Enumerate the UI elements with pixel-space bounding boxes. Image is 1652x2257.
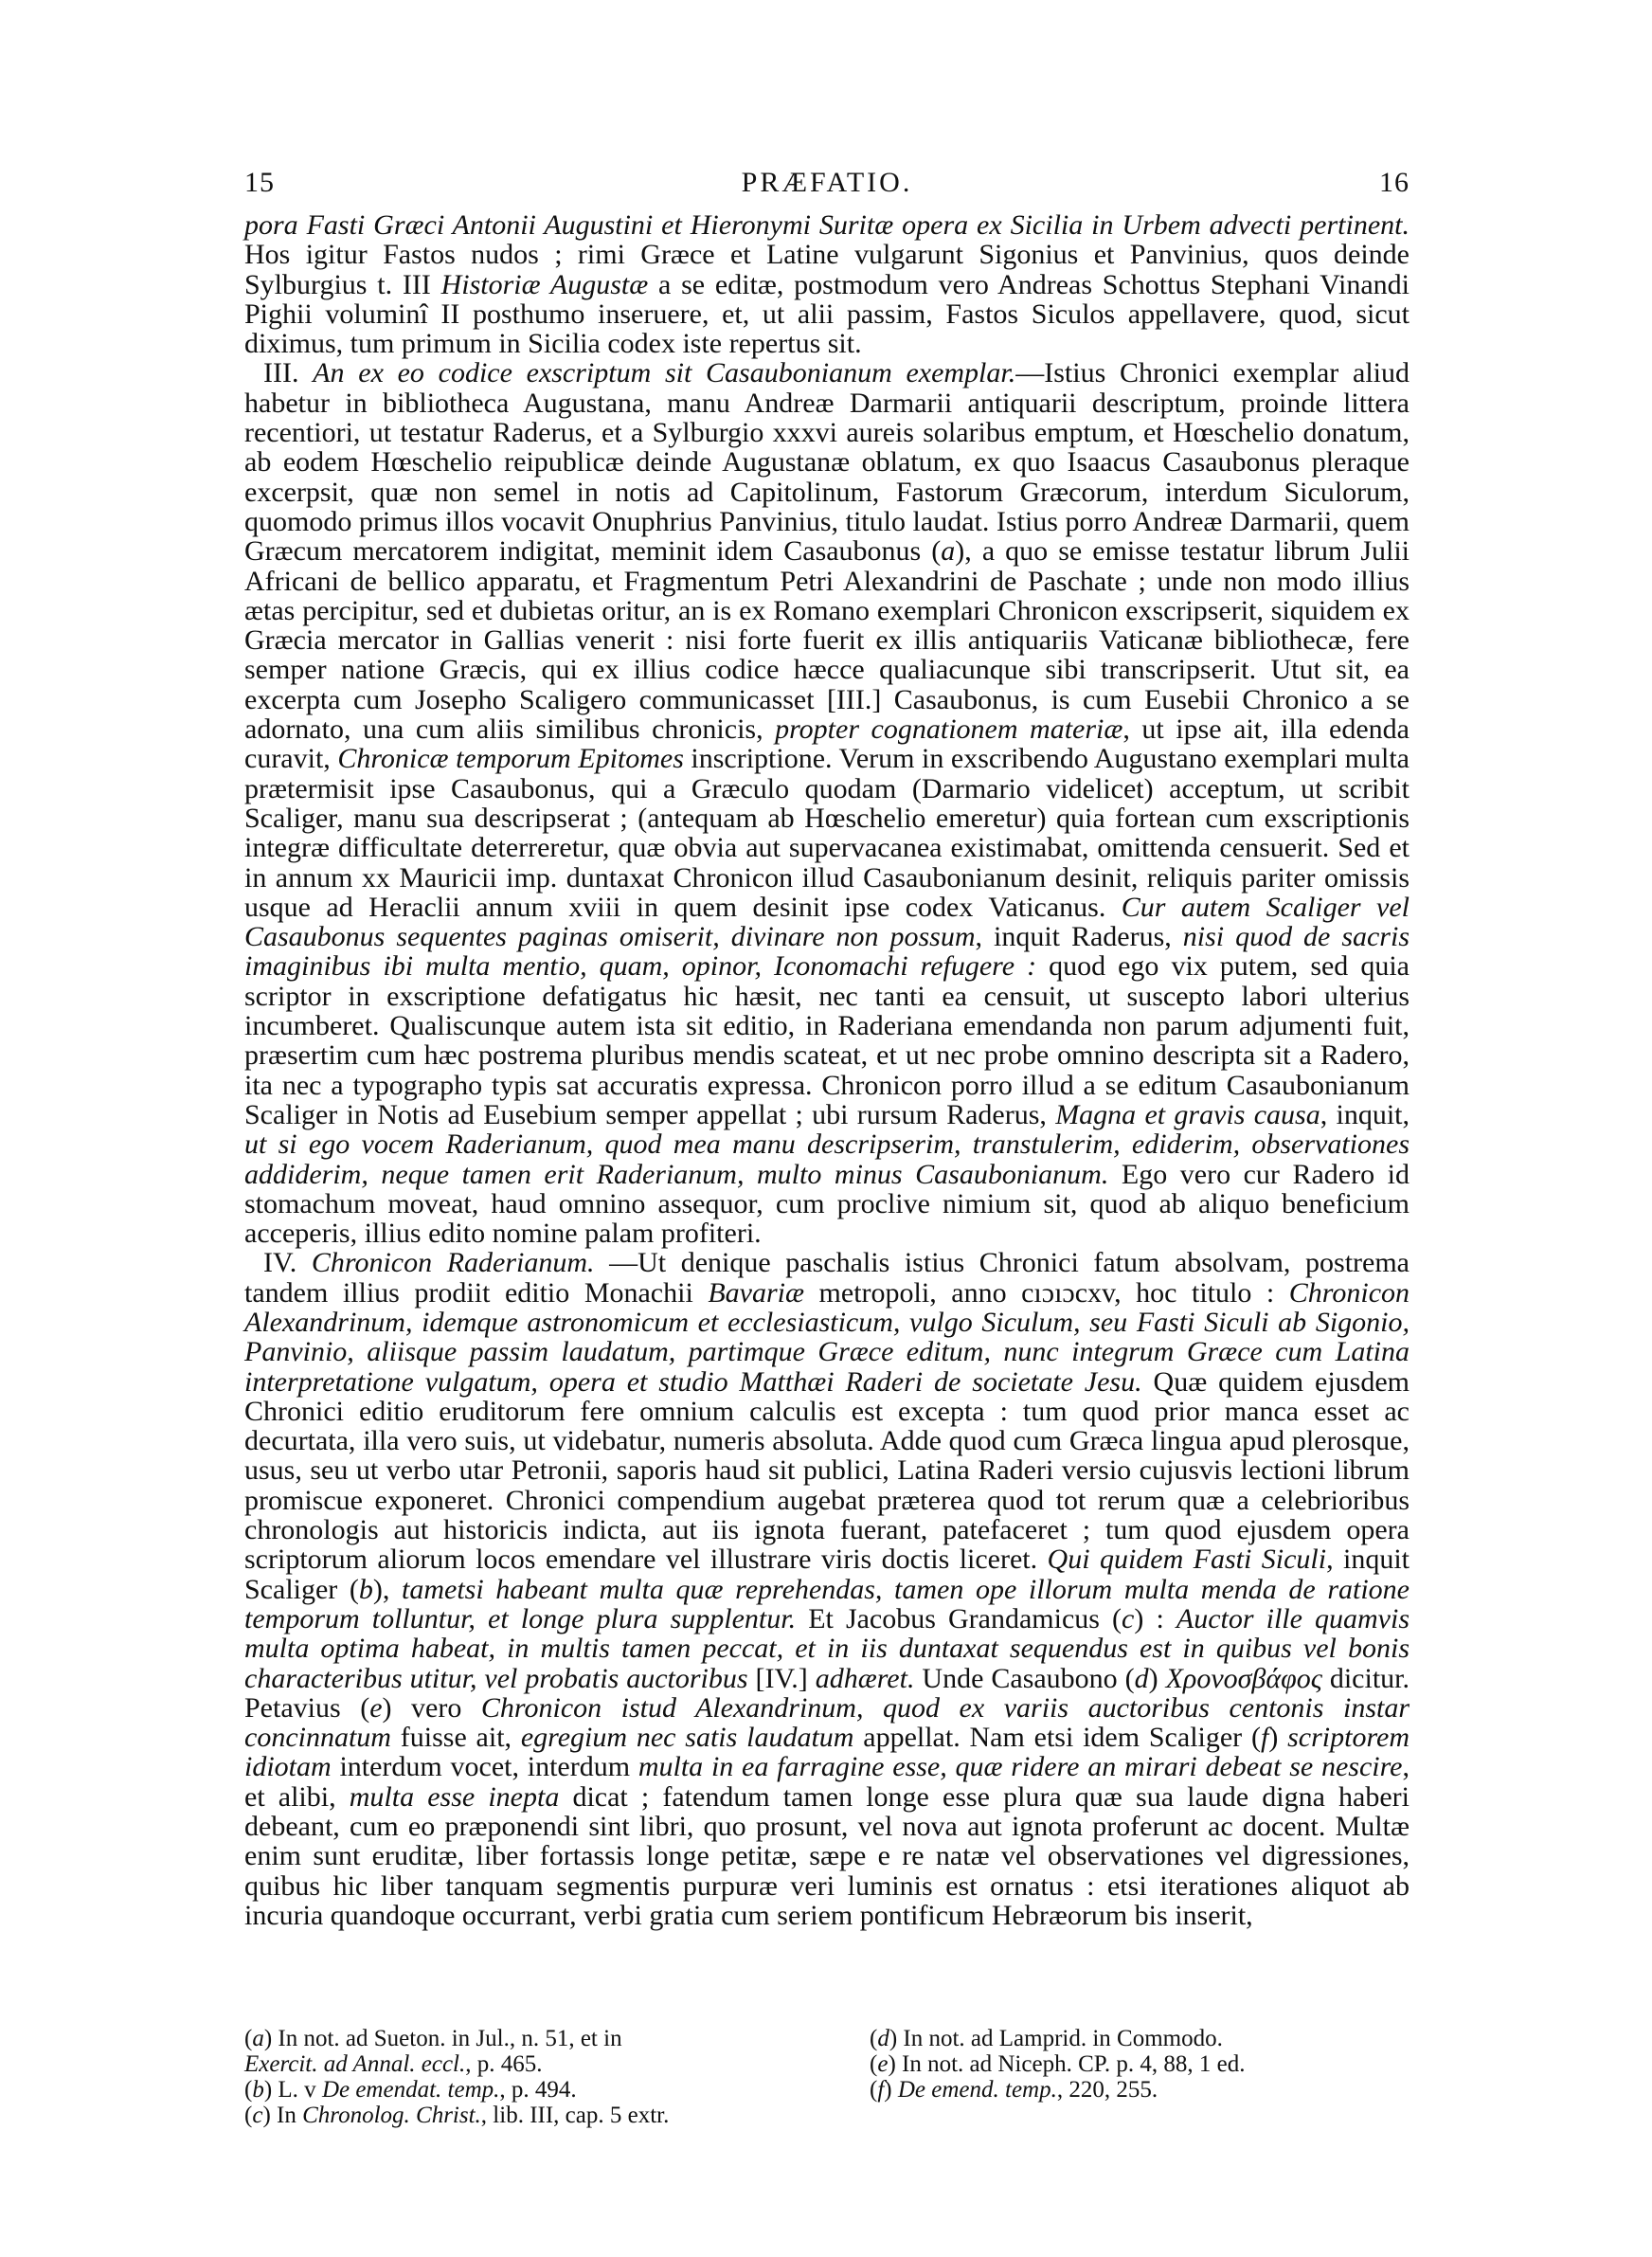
footnotes-left-column xyxy=(244,2026,813,2128)
paragraph: pora Fasti Græci Antonii Augustini et Hieronymi Suritæ opera ex Sicilia in Urbem advecti pertinent. Hos igitur Fastos nudos ; rimi Græce et Latine vulgarunt Sigonius et Panvinius, quos deinde Sylburgius t. III Historiæ Augustæ a se editæ, postmodum vero Andreas Schottus Stephani Vinandi Pighii voluminî II posthumo inseruere, et, ut alii passim, Fastos Siculos appellavere, quod, sicut diximus, tum primum in Sicilia codex iste repertus sit. xyxy=(244,209,1410,360)
paragraph: IV. Chronicon Raderianum. —Ut denique paschalis istius Chronici fatum absolvam, postrema tandem illius prodiit editio Monachii Bavariæ metropoli, anno cıɔıɔcxv, hoc titulo : Chronicon Alexandrinum, idemque astronomicum et ecclesiasticum, vulgo Siculum, seu Fasti Siculi ab Sigonio, Panvinio, aliisque passim laudatum, partimque Græce editum, nunc integrum Græce cum Latina interpretatione vulgatum, opera et studio Matthæi Raderi de societate Jesu. Quæ quidem ejusdem Chronici editio eruditorum fere omnium calculis est excepta : tum quod prior manca esset ac decurtata, illa vero suis, ut videbatur, numeris absoluta. Adde quod cum Græca lingua apud plerosque, usus, seu ut verbo utar Petronii, saporis haud sit publici, Latina Raderi versio cujusvis lectioni librum promiscue exponeret. Chronici compendium augebat præterea quod tot rerum quæ a celebrioribus chronologis aut historicis indicta, aut iis ignota fuerant, patefaceret ; tum quod ejusdem opera scriptorum aliorum locos emendare vel illustrare viris doctis liceret. Qui quidem Fasti Siculi, inquit Scaliger (b), tametsi habeant multa quæ reprehendas, tamen ope illorum multa menda de ratione temporum tolluntur, et longe plura supplentur. Et Jacobus Grandamicus (c) : Auctor ille quamvis multa optima habeat, in multis tamen peccat, et in iis duntaxat sequendus est in quibus vel bonis characteribus utitur, vel probatis auctoribus [IV.] adhæret. Unde Casaubono (d) Χρονοσβάφος dicitur. Petavius (e) vero Chronicon istud Alexandrinum, quod ex variis auctoribus centonis instar concinnatum fuisse ait, egregium nec satis laudatum appellat. Nam etsi idem Scaliger (f) scriptorem idiotam interdum vocet, interdum multa in ea farragine esse, quæ ridere an mirari debeat se nescire, et alibi, multa esse inepta dicat ; fatendum tamen longe esse plura quæ sua laude digna haberi debeant, cum eo præponendi sint libri, quo prosunt, vel nova aut ignota proferunt ac docent. Multæ enim sunt eruditæ, liber fortassis longe petitæ, sæpe e re natæ vel observationes vel digressiones, quibus hic liber tanquam segmentis purpuræ veri luminis est ornatus : etsi iterationes aliquot ab incuria quandoque occurrant, verbi gratia cum seriem pontificum Hebræorum bis inserit, xyxy=(244,1247,1410,1931)
right-page-number: 16 xyxy=(1379,167,1410,198)
running-header xyxy=(244,167,1410,208)
footnote: Exercit. ad Annal. eccl., p. 465. xyxy=(244,2051,543,2077)
footnote: (d) In not. ad Lamprid. in Commodo. xyxy=(870,2026,1223,2051)
paragraph: III. An ex eo codice exscriptum sit Casaubonianum exemplar.—Istius Chronici exemplar aliud habetur in bibliotheca Augustana, manu Andreæ Darmarii antiquarii descriptum, proinde littera recentiori, ut testatur Raderus, et a Sylburgio xxxvi aureis solaribus emptum, et Hœschelio donatum, ab eodem Hœschelio reipublicæ deinde Augustanæ oblatum, ex quo Isaacus Casaubonus pleraque excerpsit, quæ non semel in notis ad Capitolinum, Fastorum Græcorum, interdum Siculorum, quomodo primus illos vocavit Onuphrius Panvinius, titulo laudat. Istius porro Andreæ Darmarii, quem Græcum mercatorem indigitat, meminit idem Casaubonus (a), a quo se emisse testatur librum Julii Africani de bellico apparatu, et Fragmentum Petri Alexandrini de Paschate ; unde non modo illius ætas percipitur, sed et dubietas oritur, an is ex Romano exemplari Chronicon exscripserit, siquidem ex Græcia mercator in Gallias venerit : nisi forte fuerit ex illis antiquariis Vaticanæ bibliothecæ, fere semper natione Græcis, qui ex illius codice hæcce qualiacunque sibi transcripserit. Utut sit, ea excerpta cum Josepho Scaligero communicasset [III.] Casaubonus, is cum Eusebii Chronico a se adornato, una cum aliis similibus chronicis, propter cognationem materiæ, ut ipse ait, illa edenda curavit, Chronicæ temporum Epitomes inscriptione. Verum in exscribendo Augustano exemplari multa prætermisit ipse Casaubonus, qui a Græculo quodam (Darmario videlicet) acceptum, ut scribit Scaliger, manu sua descripserat ; (antequam ab Hœschelio emeretur) quia fortean cum exscriptionis integræ difficultate deterreretur, quæ obvia aut supervacanea existimabat, omittenda censuerit. Sed et in annum xx Mauricii imp. duntaxat Chronicon illud Casaubonianum desinit, reliquis pariter omissis usque ad Heraclii annum xviii in quem desinit ipse codex Vaticanus. Cur autem Scaliger vel Casaubonus sequentes paginas omiserit, divinare non possum, inquit Raderus, nisi quod de sacris imaginibus ibi multa mentio, quam, opinor, Iconomachi refugere : quod ego vix putem, sed quia scriptor in exscriptione defatigatus hic hæsit, nec tanti ea censuit, ut suscepto labori ulterius incumberet. Qualiscunque autem ista sit editio, in Raderiana emendanda non parum adjumenti fuit, præsertim cum hæc postrema pluribus mendis scateat, et ut nec probe omnino descripta sit a Radero, ita nec a typographo typis sat accuratis expressa. Chronicon porro illud a se editum Casaubonianum Scaliger in Notis ad Eusebium semper appellat ; ubi rursum Raderus, Magna et gravis causa, inquit, ut si ego vocem Raderianum, quod mea manu descripserim, transtulerim, ediderim, observationes addiderim, neque tamen erit Raderianum, multo minus Casaubonianum. Ego vero cur Radero id stomachum moveat, haud omnino assequor, cum proclive nimium sit, quod ab aliquo beneficium acceperis, illius edito nomine palam profiteri. xyxy=(244,357,1410,1250)
page-title: PRÆFATIO. xyxy=(741,167,913,198)
footnote: (f) De emend. temp., 220, 255. xyxy=(870,2077,1158,2103)
footnote: (b) L. v De emendat. temp., p. 494. xyxy=(244,2077,577,2103)
footnote: (a) In not. ad Sueton. in Jul., n. 51, et in xyxy=(244,2026,622,2051)
main-text xyxy=(244,210,1410,1930)
left-page-number: 15 xyxy=(244,167,275,198)
footnotes-right-column xyxy=(870,2026,1438,2103)
footnote: (c) In Chronolog. Christ., lib. III, cap. 5 extr. xyxy=(244,2103,670,2128)
footnote: (e) In not. ad Niceph. CP. p. 4, 88, 1 ed. xyxy=(870,2051,1246,2077)
